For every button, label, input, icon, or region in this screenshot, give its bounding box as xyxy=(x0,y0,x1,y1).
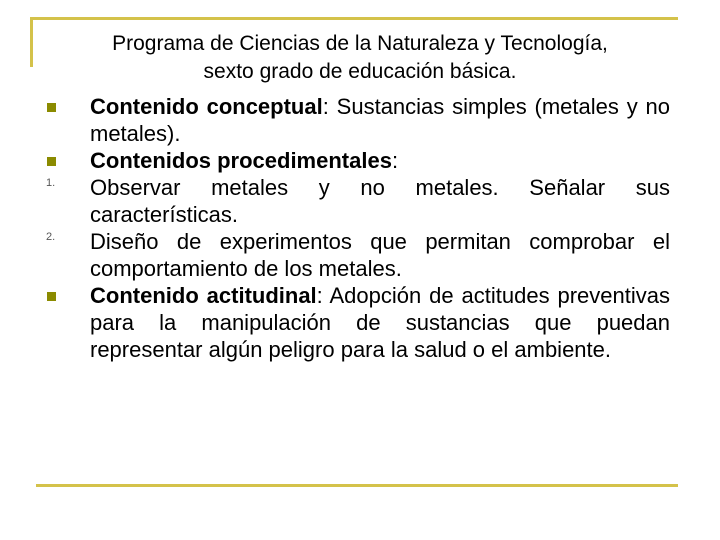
bottom-border-line xyxy=(36,484,678,487)
list-item-numbered-2 xyxy=(40,228,670,282)
list-item-procedimentales xyxy=(40,147,670,174)
square-bullet-icon xyxy=(47,103,56,112)
item-text: Observar metales y no metales. Señalar sus características. xyxy=(90,175,670,227)
item-separator: : xyxy=(322,94,329,119)
left-border-line xyxy=(30,17,33,67)
list-item-conceptual xyxy=(40,93,670,147)
item-label: Contenido conceptual xyxy=(90,94,323,119)
item-separator: : xyxy=(391,148,399,173)
title-line-1: Programa de Ciencias de la Naturaleza y Tecnología, xyxy=(112,32,608,55)
item-label: Contenido actitudinal xyxy=(90,283,317,308)
list-item-numbered-1 xyxy=(40,174,670,228)
list-item-actitudinal xyxy=(40,282,670,363)
top-border-line xyxy=(30,17,678,20)
square-bullet-icon xyxy=(47,157,56,166)
item-text: Sustancias simples (metales y no metales). xyxy=(90,94,671,146)
item-number: 1. xyxy=(46,177,56,189)
square-bullet-icon xyxy=(47,292,56,301)
title-line-2: sexto grado de educación básica. xyxy=(203,60,517,83)
item-separator: : xyxy=(316,283,323,308)
item-number: 2. xyxy=(46,231,56,243)
item-text: Adopción de actitudes preventivas para la manipulación de sustancias que puedan representar algún peligro para la salud o el ambiente. xyxy=(90,283,670,362)
item-label: Contenidos procedimentales xyxy=(90,148,392,173)
item-text: Diseño de experimentos que permitan comprobar el comportamiento de los metales. xyxy=(90,229,670,281)
slide-title xyxy=(40,30,680,86)
bullet-list xyxy=(40,93,670,363)
